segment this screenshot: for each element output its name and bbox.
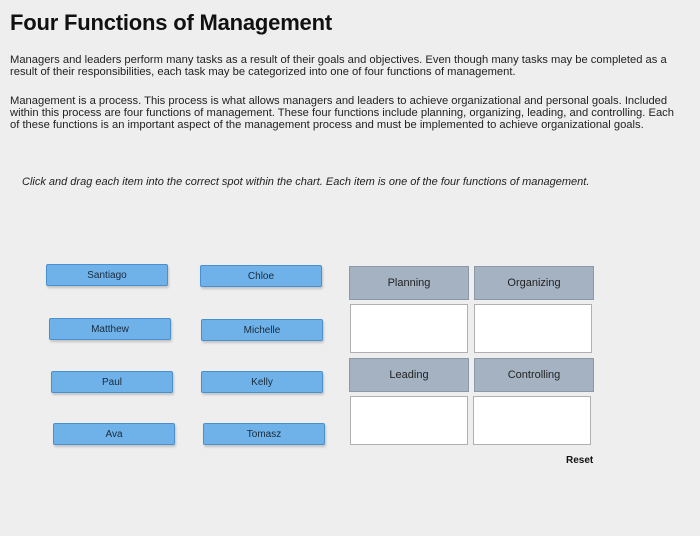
chart-header-planning: Planning: [349, 266, 469, 300]
drag-item-kelly[interactable]: Kelly: [201, 371, 323, 393]
drag-item-matthew[interactable]: Matthew: [49, 318, 171, 340]
drag-item-michelle[interactable]: Michelle: [201, 319, 323, 341]
reset-button[interactable]: Reset: [566, 455, 594, 466]
drag-item-chloe[interactable]: Chloe: [200, 265, 322, 287]
page-title: Four Functions of Management: [10, 10, 332, 35]
drag-item-tomasz[interactable]: Tomasz: [203, 423, 325, 445]
process-paragraph: Management is a process. This process is what allows managers and leaders to achieve organizational and personal goals. Included within this process are four functions of management. These four functions include planning, organizing, leading, and controlling. Each of these functions is an important aspect of the management process and must be implemented to achieve organizational goals.: [10, 95, 674, 131]
chart-header-controlling: Controlling: [474, 358, 594, 392]
drop-zone-organizing[interactable]: [474, 304, 592, 353]
instruction-text: Click and drag each item into the correct spot within the chart. Each item is one of the four functions of management.: [22, 176, 590, 188]
drag-item-paul[interactable]: Paul: [51, 371, 173, 393]
drop-zone-leading[interactable]: [350, 396, 468, 445]
drag-item-santiago[interactable]: Santiago: [46, 264, 168, 286]
drag-item-ava[interactable]: Ava: [53, 423, 175, 445]
chart-header-organizing: Organizing: [474, 266, 594, 300]
drop-zone-controlling[interactable]: [473, 396, 591, 445]
intro-paragraph: Managers and leaders perform many tasks as a result of their goals and objectives. Even though many tasks may be completed as a result of their responsibilities, each task may be categorized into one of four functions of management.: [10, 54, 667, 78]
drop-zone-planning[interactable]: [350, 304, 468, 353]
chart-header-leading: Leading: [349, 358, 469, 392]
